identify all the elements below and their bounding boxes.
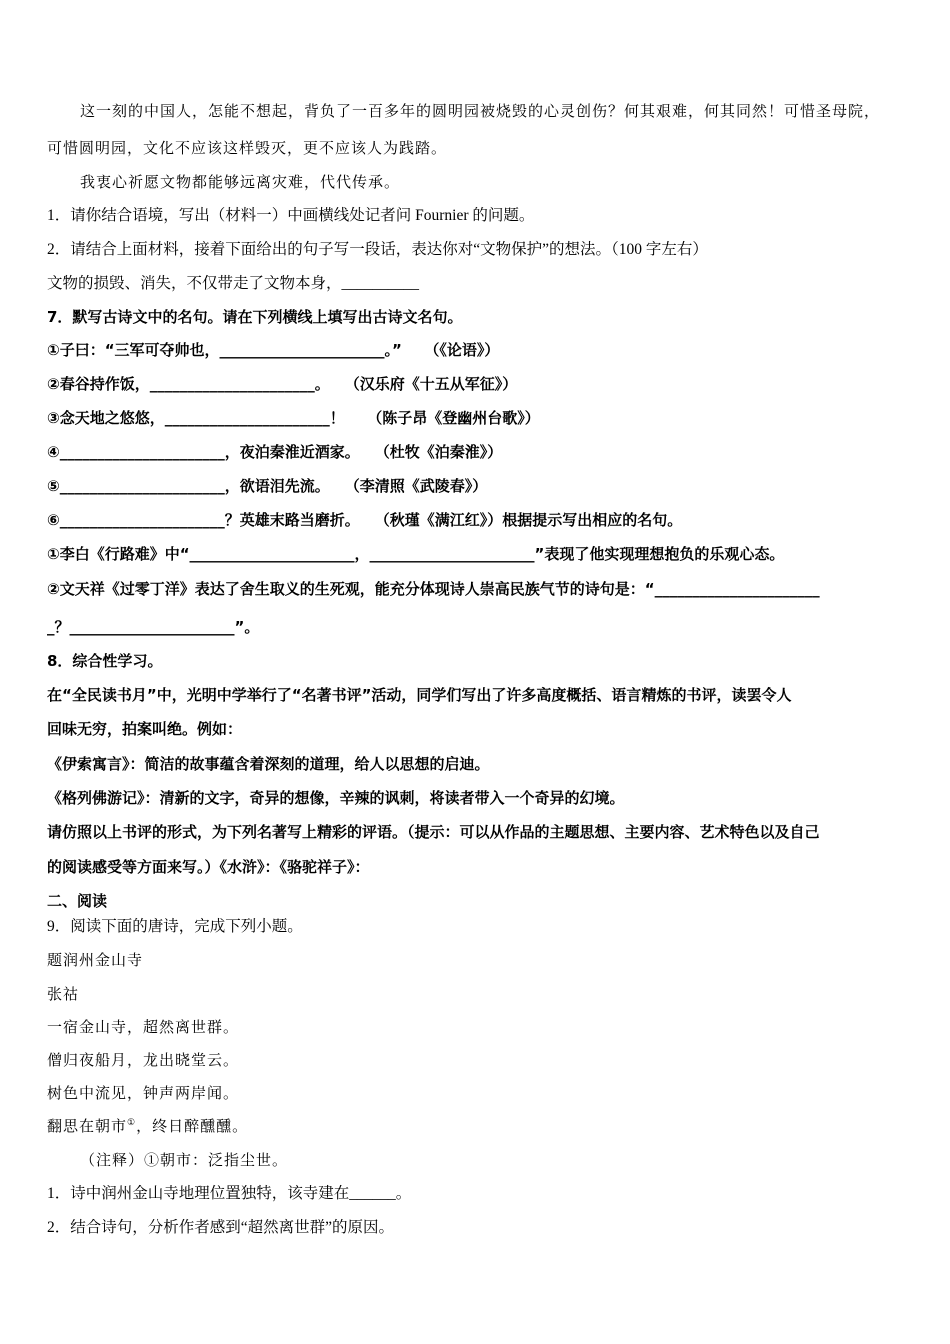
q7-item-5: ⑤______________________，欲语泪先流。 （李清照《武陵春》） xyxy=(47,477,488,495)
poem-title: 题润州金山寺 xyxy=(47,951,144,969)
poem-author: 张祜 xyxy=(47,985,80,1003)
q8-example-1: 《伊索寓言》：简洁的故事蕴含着深刻的道理，给人以思想的启迪。 xyxy=(47,755,490,773)
q8-task-line1: 请仿照以上书评的形式，为下列名著写上精彩的评语。（提示：可以从作品的主题思想、主要内容、艺术特色以及自己 xyxy=(47,823,820,841)
q7-extra-1: ①李白《行路难》中“______________________，______________________”表现了他实现理想抱负的乐观心态。 xyxy=(47,545,785,563)
q7-item-4: ④______________________，夜泊秦淮近酒家。 （杜牧《泊秦淮》） xyxy=(47,443,503,461)
q7-item-3: ③念天地之悠悠，______________________！ （陈子昂《登幽州台歌》） xyxy=(47,409,540,427)
q9-sub2: 2．结合诗句，分析作者感到“超然离世群”的原因。 xyxy=(47,1219,395,1236)
poem-line-2: 僧归夜船月，龙出晓堂云。 xyxy=(47,1051,240,1069)
poem-line-4 xyxy=(47,1119,248,1134)
q6-sub2: 2．请结合上面材料，接着下面给出的句子写一段话，表达你对“文物保护”的想法。（100 字左右） xyxy=(47,241,708,258)
q8-task-line2: 的阅读感受等方面来写。）《水浒》：《骆驼祥子》： xyxy=(47,858,370,876)
section-title-reading: 二、阅读 xyxy=(47,892,108,910)
q8-intro-line1: 在“全民读书月”中，光明中学举行了“名著书评”活动，同学们写出了许多高度概括、语言精炼的书评，读罢令人 xyxy=(47,686,792,704)
footnote-marker: ① xyxy=(127,1118,137,1128)
q9-intro: 9．阅读下面的唐诗，完成下列小题。 xyxy=(47,918,303,935)
material-para2: 我衷心祈愿文物都能够远离灾难，代代传承。 xyxy=(80,173,401,191)
q7-item-2: ②春谷持作饭，______________________。 （汉乐府《十五从军征》） xyxy=(47,375,518,393)
q8-intro-line2: 回味无穷，拍案叫绝。例如： xyxy=(47,720,243,738)
q7-item-1: ①子曰：“三军可夺帅也，______________________。” （《论语》） xyxy=(47,341,500,359)
q7-title: 7．默写古诗文中的名句。请在下列横线上填写出古诗文名句。 xyxy=(47,308,463,326)
q8-title: 8．综合性学习。 xyxy=(47,652,163,670)
q6-starter: 文物的损毁、消失，不仅带走了文物本身，__________ xyxy=(47,275,420,292)
q8-example-2: 《格列佛游记》：清新的文字，奇异的想像，辛辣的讽刺，将读者带入一个奇异的幻境。 xyxy=(47,789,625,807)
poem-line-1: 一宿金山寺，超然离世群。 xyxy=(47,1018,240,1036)
q6-sub1: 1．请你结合语境，写出（材料一）中画横线处记者问 Fournier 的问题。 xyxy=(47,207,535,224)
q7-extra-2-line2: _？______________________”。 xyxy=(47,618,260,636)
poem-annotation: （注释）①朝市：泛指尘世。 xyxy=(80,1151,289,1169)
poem-line-4-part1: 翻思在朝市 xyxy=(47,1117,128,1135)
poem-line-3: 树色中流见，钟声两岸闻。 xyxy=(47,1084,240,1102)
material-para1-line1: 这一刻的中国人，怎能不想起，背负了一百多年的圆明园被烧毁的心灵创伤？何其艰难，何其同然！可惜圣母院， xyxy=(80,102,881,120)
q7-extra-2-line1: ②文天祥《过零丁洋》表达了舍生取义的生死观，能充分体现诗人崇高民族气节的诗句是：“______________________ xyxy=(47,580,820,598)
poem-line-4-part2: ，终日醉醺醺。 xyxy=(136,1117,249,1135)
q9-sub1: 1．诗中润州金山寺地理位置独特，该寺建在______。 xyxy=(47,1185,412,1202)
material-para1-line2: 可惜圆明园，文化不应该这样毁灭，更不应该人为践踏。 xyxy=(47,139,448,157)
q7-item-6: ⑥______________________？英雄末路当磨折。 （秋瑾《满江红》）根据提示写出相应的名句。 xyxy=(47,511,683,529)
